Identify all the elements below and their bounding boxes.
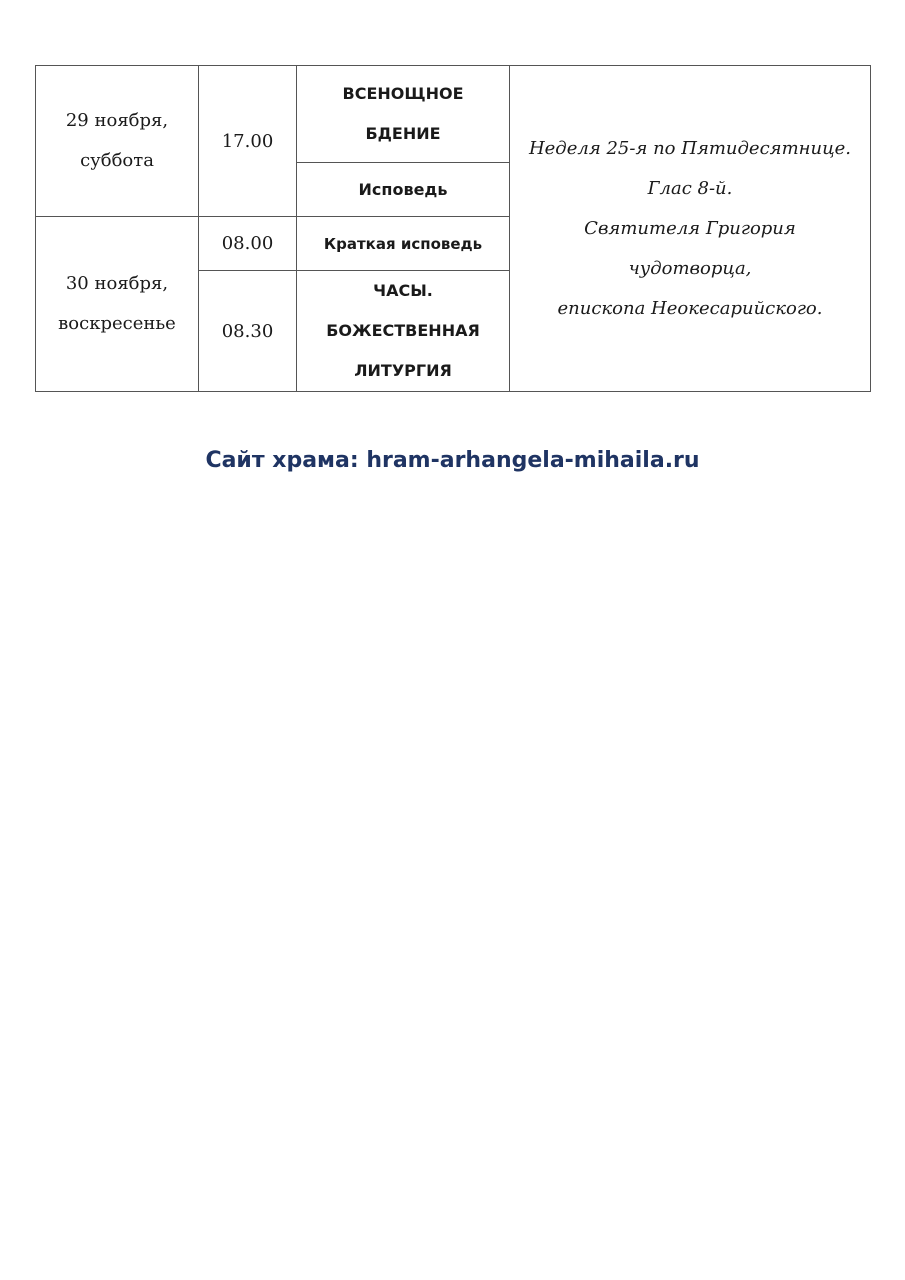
service-text-line: БДЕНИЕ [365, 124, 441, 143]
service-cell-short-confession: Краткая исповедь [297, 217, 510, 271]
service-text-line: БОЖЕСТВЕННАЯ [326, 321, 480, 340]
date-cell-nov-29 [36, 66, 199, 217]
temple-website-line [0, 448, 905, 473]
service-schedule-table [35, 65, 871, 392]
website-label: Сайт храма: [205, 448, 367, 473]
feast-note-line: Святителя Григория [584, 217, 796, 239]
feast-note-line: епископа Неокесарийского. [557, 297, 823, 319]
website-url[interactable]: hram-arhangela-mihaila.ru [366, 448, 700, 473]
feast-note-cell [510, 66, 871, 392]
time-cell-0830: 08.30 [199, 271, 297, 392]
service-cell-confession: Исповедь [297, 163, 510, 217]
service-cell-vigil [297, 66, 510, 163]
time-cell-1700: 17.00 [199, 66, 297, 217]
service-text-line: ЛИТУРГИЯ [354, 361, 452, 380]
weekday-text: воскресенье [58, 313, 176, 334]
time-cell-0800: 08.00 [199, 217, 297, 271]
weekday-text: суббота [80, 150, 154, 171]
service-cell-liturgy [297, 271, 510, 392]
service-text-line: ВСЕНОЩНОЕ [342, 84, 464, 103]
date-text: 29 ноября, [65, 110, 169, 131]
feast-note-line: Неделя 25-я по Пятидесятнице. [528, 137, 852, 159]
date-text: 30 ноября, [65, 273, 169, 294]
feast-note-line: чудотворца, [628, 257, 752, 279]
service-text-line: ЧАСЫ. [373, 281, 433, 300]
date-cell-nov-30 [36, 217, 199, 392]
feast-note-line: Глас 8-й. [647, 177, 733, 199]
